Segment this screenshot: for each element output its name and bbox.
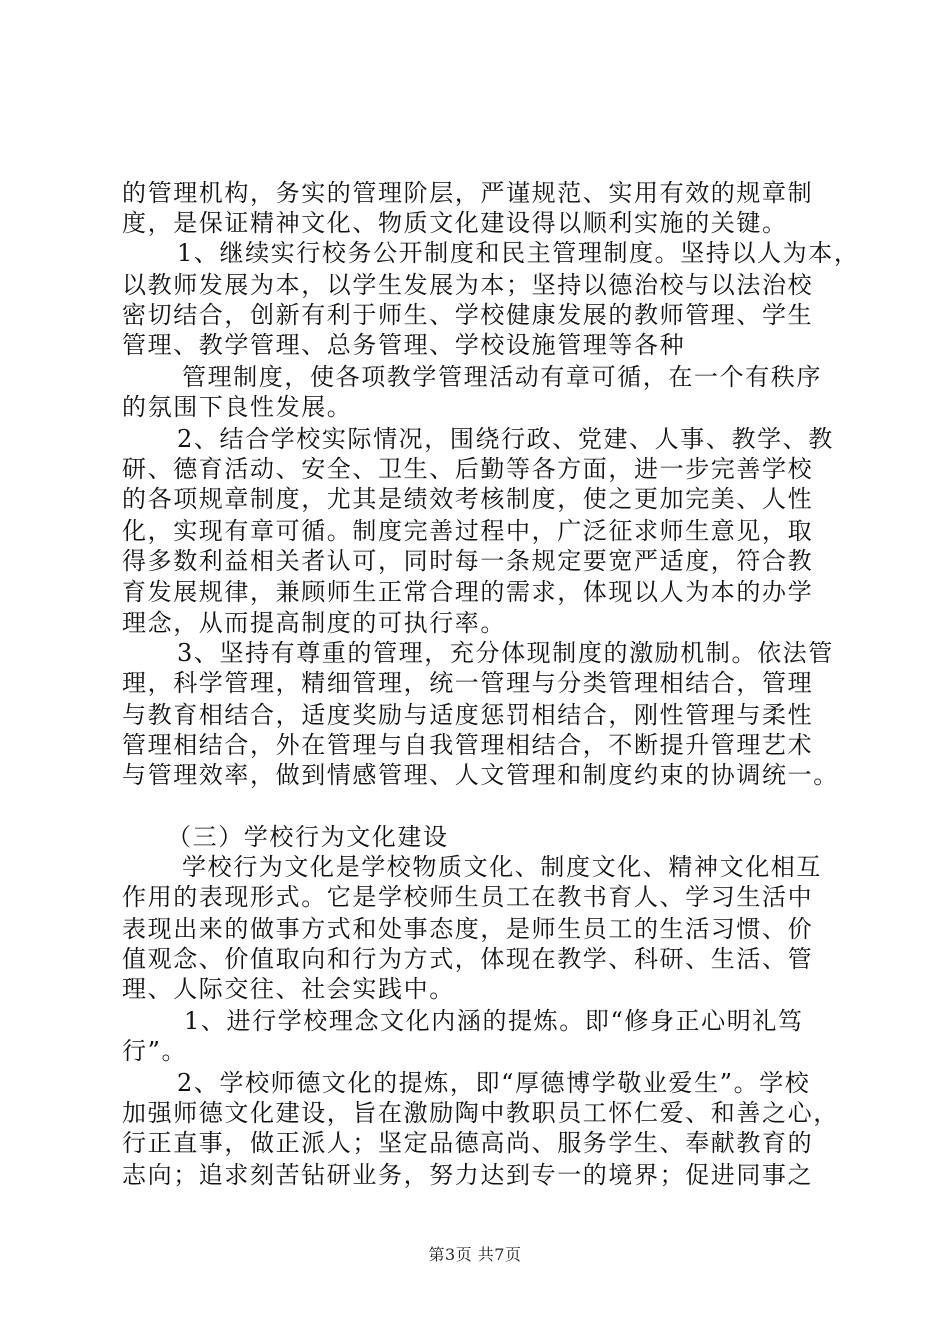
- text-line: 志向；追求刻苦钻研业务，努力达到专一的境界；促进同事之: [122, 1161, 814, 1189]
- text-line: 行正直事，做正派人；坚定品德高尚、服务学生、奉献教育的: [122, 1129, 814, 1157]
- text-line: 化，实现有章可循。制度完善过程中，广泛征求师生意见，取: [122, 517, 814, 545]
- text-line: 管理制度，使各项教学管理活动有章可循，在一个有秩序: [182, 363, 822, 391]
- text-line: 行”。: [122, 1037, 188, 1065]
- text-line: 与管理效率，做到情感管理、人文管理和制度约束的协调统一。: [122, 761, 839, 789]
- text-line: 理念，从而提高制度的可执行率。: [122, 609, 506, 637]
- text-line: 理、人际交往、社会实践中。: [122, 975, 455, 1003]
- section-heading: （三）学校行为文化建设: [167, 823, 449, 851]
- text-line: 的管理机构，务实的管理阶层，严谨规范、实用有效的规章制: [122, 179, 814, 207]
- text-line: 1、继续实行校务公开制度和民主管理制度。坚持以人为本，: [177, 239, 860, 267]
- text-line: 研、德育活动、安全、卫生、后勤等各方面，进一步完善学校: [122, 455, 814, 483]
- text-line: 以教师发展为本，以学生发展为本；坚持以德治校与以法治校: [122, 271, 814, 299]
- text-line: 度，是保证精神文化、物质文化建设得以顺利实施的关键。: [122, 209, 788, 237]
- text-line: 作用的表现形式。它是学校师生员工在教书育人、学习生活中: [122, 883, 814, 911]
- text-line: 的氛围下良性发展。: [122, 393, 353, 421]
- text-line: 2、结合学校实际情况，围绕行政、党建、人事、教学、教: [177, 425, 834, 453]
- text-line: 理，科学管理，精细管理，统一管理与分类管理相结合，管理: [122, 669, 814, 697]
- text-line: 3、坚持有尊重的管理，充分体现制度的激励机制。依法管: [177, 639, 834, 667]
- text-line: 管理相结合，外在管理与自我管理相结合，不断提升管理艺术: [122, 731, 814, 759]
- text-line: 管理、教学管理、总务管理、学校设施管理等各种: [122, 331, 686, 359]
- text-line: 值观念、价值取向和行为方式，体现在教学、科研、生活、管: [122, 945, 814, 973]
- text-line: 2、学校师德文化的提炼，即“厚德博学敬业爱生”。学校: [177, 1069, 811, 1097]
- text-line: 1、进行学校理念文化内涵的提炼。即“修身正心明礼笃: [184, 1007, 804, 1035]
- text-line: 的各项规章制度，尤其是绩效考核制度，使之更加完美、人性: [122, 485, 814, 513]
- text-line: 加强师德文化建设，旨在激励陶中教职员工怀仁爱、和善之心，: [122, 1099, 839, 1127]
- text-line: 表现出来的做事方式和处事态度，是师生员工的生活习惯、价: [122, 915, 814, 943]
- text-line: 与教育相结合，适度奖励与适度惩罚相结合，刚性管理与柔性: [122, 701, 814, 729]
- page-number-footer: 第3页 共7页: [428, 1245, 522, 1264]
- text-line: 育发展规律，兼顾师生正常合理的需求，体现以人为本的办学: [122, 578, 814, 606]
- text-line: 密切结合，创新有利于师生、学校健康发展的教师管理、学生: [122, 301, 814, 329]
- text-line: 学校行为文化是学校物质文化、制度文化、精神文化相互: [182, 853, 822, 881]
- text-line: 得多数利益相关者认可，同时每一条规定要宽严适度，符合教: [122, 547, 814, 575]
